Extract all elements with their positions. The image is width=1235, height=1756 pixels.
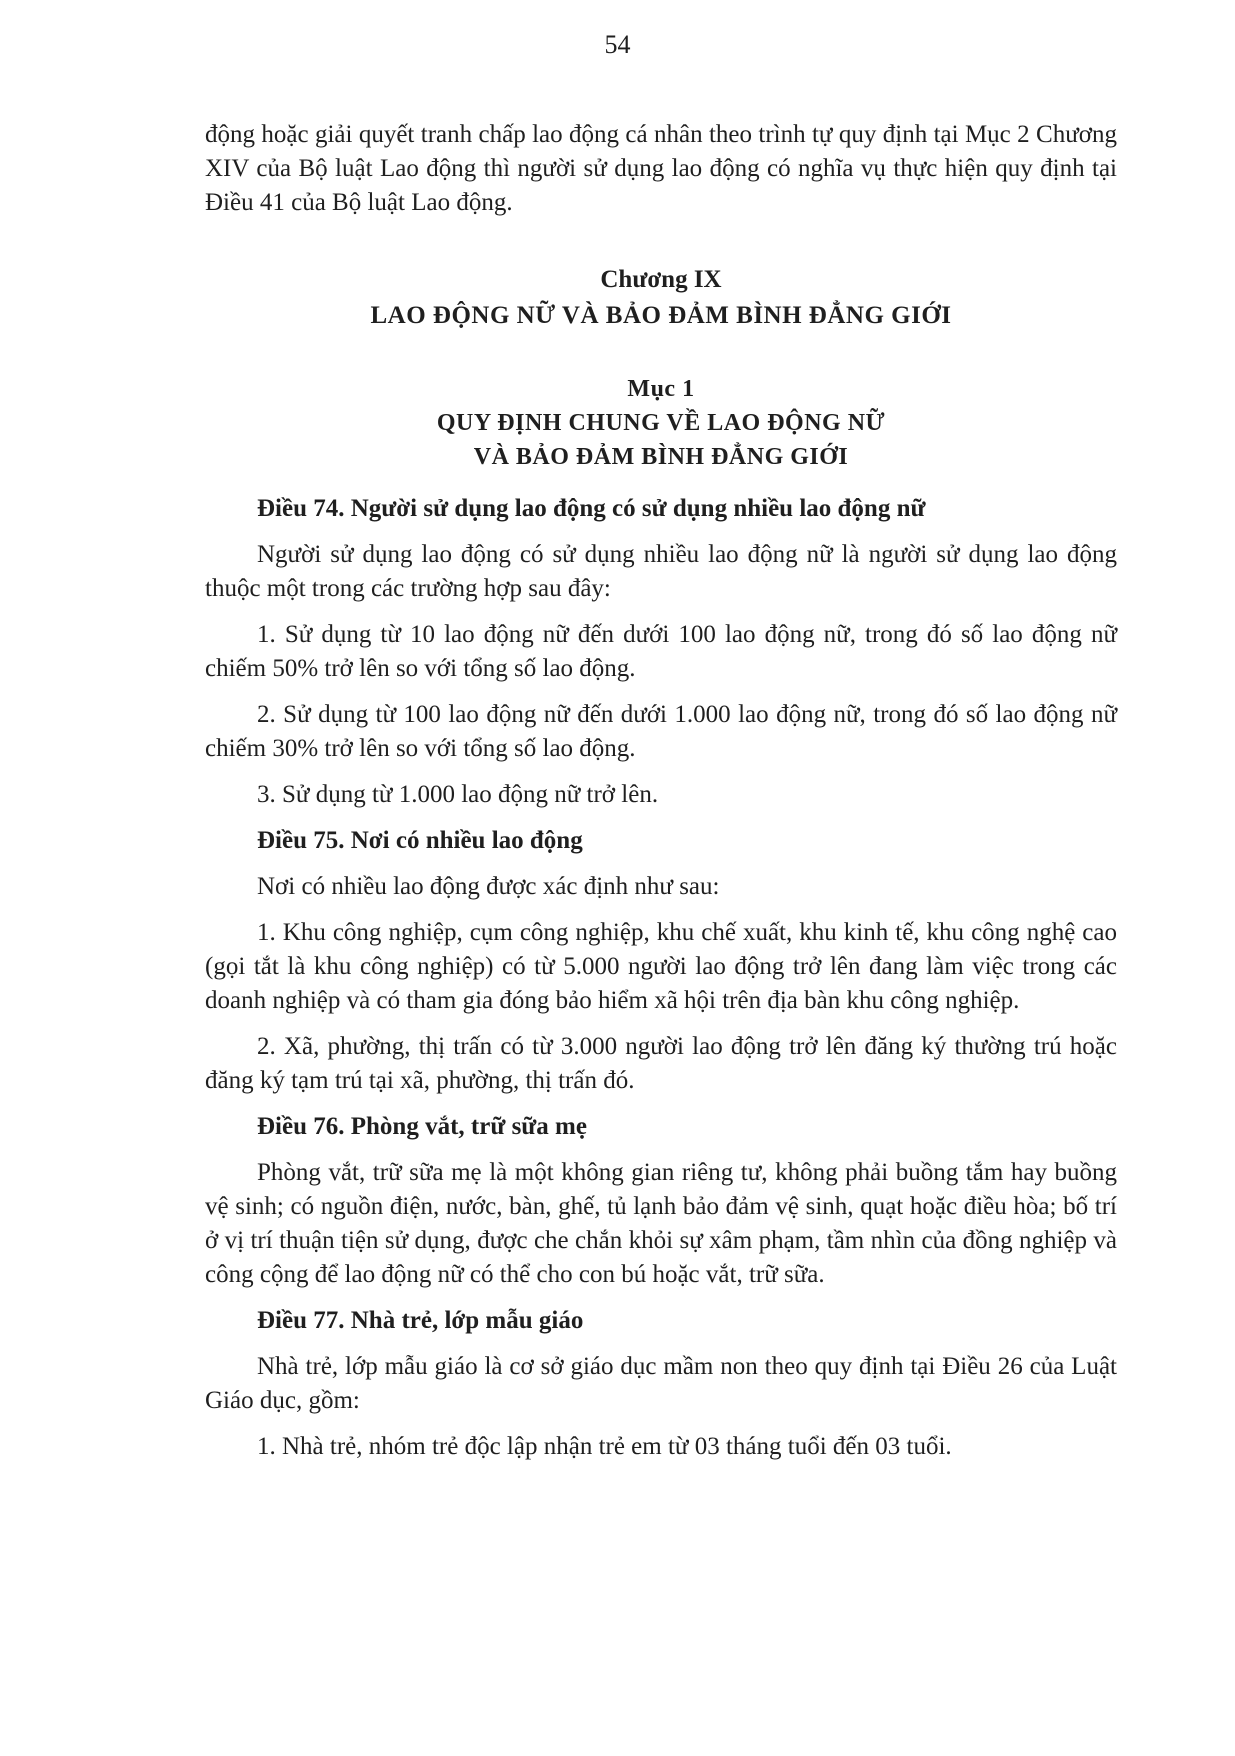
article-heading: Điều 75. Nơi có nhiều lao động: [257, 827, 583, 854]
article-paragraph: 2. Xã, phường, thị trấn có từ 3.000 người lao động trở lên đăng ký thường trú hoặc đăng ký tạm trú tại xã, phường, thị trấn đó.: [205, 1033, 1117, 1094]
section-header: [205, 372, 1117, 474]
section-heading-line2: VÀ BẢO ĐẢM BÌNH ĐẲNG GIỚI: [473, 444, 849, 470]
article-paragraph: Nhà trẻ, lớp mẫu giáo là cơ sở giáo dục mầm non theo quy định tại Điều 26 của Luật Giáo dục, gồm:: [205, 1353, 1117, 1414]
article-paragraph: 1. Khu công nghiệp, cụm công nghiệp, khu chế xuất, khu kinh tế, khu công nghệ cao (gọi tắt là khu công nghiệp) có từ 5.000 người lao động trở lên đang làm việc trong các doanh nghiệp và có tham gia đóng bảo hiểm xã hội trên địa bàn khu công nghiệp.: [205, 919, 1117, 1014]
article-paragraph: 2. Sử dụng từ 100 lao động nữ đến dưới 1.000 lao động nữ, trong đó số lao động nữ chiếm 30% trở lên so với tổng số lao động.: [205, 701, 1117, 762]
article-paragraph: Nơi có nhiều lao động được xác định như sau:: [257, 873, 720, 900]
chapter-heading: LAO ĐỘNG NỮ VÀ BẢO ĐẢM BÌNH ĐẲNG GIỚI: [370, 302, 952, 329]
chapter-header: [205, 262, 1117, 334]
article-paragraph: Người sử dụng lao động có sử dụng nhiều lao động nữ là người sử dụng lao động thuộc một trong các trường hợp sau đây:: [205, 541, 1117, 602]
article-heading: Điều 76. Phòng vắt, trữ sữa mẹ: [257, 1113, 587, 1140]
chapter-title: Chương IX: [600, 266, 722, 293]
article-paragraph: 1. Sử dụng từ 10 lao động nữ đến dưới 100 lao động nữ, trong đó số lao động nữ chiếm 50% trở lên so với tổng số lao động.: [205, 621, 1117, 682]
page-number: 54: [604, 30, 631, 59]
page-content: [205, 118, 1117, 1476]
article-paragraph: 3. Sử dụng từ 1.000 lao động nữ trở lên.: [257, 781, 659, 808]
article-heading: Điều 77. Nhà trẻ, lớp mẫu giáo: [257, 1307, 584, 1334]
section-heading-line1: QUY ĐỊNH CHUNG VỀ LAO ĐỘNG NỮ: [436, 410, 886, 436]
section-title: Mục 1: [627, 376, 695, 402]
article-heading: Điều 74. Người sử dụng lao động có sử dụng nhiều lao động nữ: [257, 495, 926, 522]
article-paragraph: 1. Nhà trẻ, nhóm trẻ độc lập nhận trẻ em từ 03 tháng tuổi đến 03 tuổi.: [257, 1433, 952, 1460]
intro-paragraph: động hoặc giải quyết tranh chấp lao động cá nhân theo trình tự quy định tại Mục 2 Chương XIV của Bộ luật Lao động thì người sử dụng lao động có nghĩa vụ thực hiện quy định tại Điều 41 của Bộ luật Lao động.: [205, 121, 1117, 216]
article-paragraph: Phòng vắt, trữ sữa mẹ là một không gian riêng tư, không phải buồng tắm hay buồng vệ sinh; có nguồn điện, nước, bàn, ghế, tủ lạnh bảo đảm vệ sinh, quạt hoặc điều hòa; bố trí ở vị trí thuận tiện sử dụng, được che chắn khỏi sự xâm phạm, tầm nhìn của đồng nghiệp và công cộng để lao động nữ có thể cho con bú hoặc vắt, trữ sữa.: [205, 1159, 1117, 1288]
